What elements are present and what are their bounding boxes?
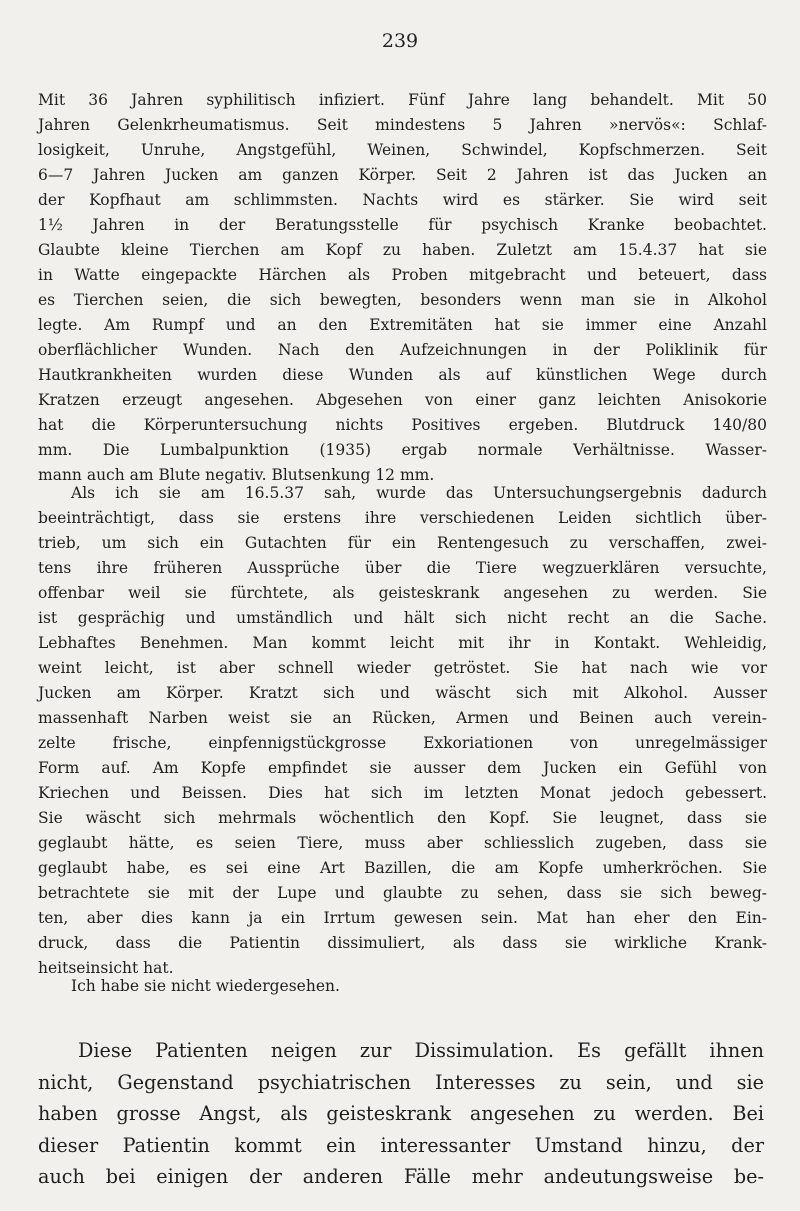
text-line: haben grosse Angst, als geisteskrank angesehen zu werden. Bei — [38, 1102, 764, 1125]
text-line: dieser Patientin kommt ein interessanter Umstand hinzu, der — [38, 1133, 764, 1157]
text-line: tens ihre früheren Aussprüche über die Tiere wegzuerklären versuchte, — [38, 559, 767, 577]
text-line: ist gesprächig und umständlich und hält sich nicht recht an die Sache. — [38, 609, 767, 627]
text-line: weint leicht, ist aber schnell wieder getröstet. Sie hat nach wie vor — [38, 659, 767, 677]
examination-paragraph — [38, 481, 767, 981]
text-line: Kratzen erzeugt angesehen. Abgesehen von einer ganz leichten Anisokorie — [38, 391, 767, 409]
text-line: oberflächlicher Wunden. Nach den Aufzeichnungen in der Poliklinik für — [38, 341, 767, 359]
text-line: beeinträchtigt, dass sie erstens ihre verschiedenen Leiden sichtlich über- — [38, 509, 767, 527]
text-line: Kriechen und Beissen. Dies hat sich im letzten Monat jedoch gebessert. — [38, 784, 767, 802]
case-history-paragraph — [38, 88, 767, 488]
text-line: betrachtete sie mit der Lupe und glaubte zu sehen, dass sie sich beweg- — [38, 884, 767, 902]
page-number: 239 — [381, 30, 419, 52]
text-line: mann auch am Blute negativ. Blutsenkung 12 mm. — [38, 466, 435, 484]
text-line: legte. Am Rumpf und an den Extremitäten hat sie immer eine Anzahl — [38, 316, 767, 334]
text-line: losigkeit, Unruhe, Angstgefühl, Weinen, Schwindel, Kopfschmerzen. Seit — [38, 141, 767, 159]
text-line: auch bei einigen der anderen Fälle mehr andeutungsweise be- — [38, 1165, 764, 1188]
text-line: Hautkrankheiten wurden diese Wunden als auf künstlichen Wege durch — [38, 366, 767, 384]
text-line: mm. Die Lumbalpunktion (1935) ergab normale Verhältnisse. Wasser- — [38, 441, 767, 459]
text-line: Lebhaftes Benehmen. Man kommt leicht mit ihr in Kontakt. Wehleidig, — [38, 634, 767, 652]
text-line: nicht, Gegenstand psychiatrischen Interesses zu sein, und sie — [38, 1070, 764, 1094]
text-line: hat die Körperuntersuchung nichts Positives ergeben. Blutdruck 140/80 — [38, 416, 767, 434]
text-line: Glaubte kleine Tierchen am Kopf zu haben. Zuletzt am 15.4.37 hat sie — [38, 241, 767, 259]
text-line: offenbar weil sie fürchtete, als geisteskrank angesehen zu werden. Sie — [38, 584, 767, 602]
text-line: der Kopfhaut am schlimmsten. Nachts wird es stärker. Sie wird seit — [38, 191, 767, 209]
text-line: Mit 36 Jahren syphilitisch infiziert. Fünf Jahre lang behandelt. Mit 50 — [38, 91, 767, 109]
text-line: 1½ Jahren in der Beratungsstelle für psychisch Kranke beobachtet. — [38, 216, 767, 234]
text-line: massenhaft Narben weist sie an Rücken, Armen und Beinen auch verein- — [38, 709, 767, 727]
main-text-paragraph — [38, 1035, 764, 1193]
text-line: geglaubt hätte, es seien Tiere, muss aber schliesslich zugeben, dass sie — [38, 834, 767, 852]
text-line: Form auf. Am Kopfe empfindet sie ausser dem Jucken ein Gefühl von — [38, 759, 767, 777]
text-line: Diese Patienten neigen zur Dissimulation. Es gefällt ihnen — [78, 1039, 764, 1062]
text-line: Als ich sie am 16.5.37 sah, wurde das Untersuchungsergebnis dadurch — [71, 484, 767, 502]
text-line: Jucken am Körper. Kratzt sich und wäscht sich mit Alkohol. Ausser — [38, 684, 767, 702]
text-line: in Watte eingepackte Härchen als Proben mitgebracht und beteuert, dass — [38, 266, 767, 284]
followup-paragraph — [38, 974, 767, 999]
text-line: heitseinsicht hat. — [38, 959, 174, 977]
text-line: Ich habe sie nicht wiedergesehen. — [71, 977, 340, 995]
text-line: druck, dass die Patientin dissimuliert, als dass sie wirkliche Krank- — [38, 934, 767, 952]
text-line: 6—7 Jahren Jucken am ganzen Körper. Seit 2 Jahren ist das Jucken an — [38, 166, 767, 184]
text-line: zelte frische, einpfennigstückgrosse Exkoriationen von unregelmässiger — [38, 734, 767, 752]
text-line: geglaubt habe, es sei eine Art Bazillen, die am Kopfe umherkröchen. Sie — [38, 859, 767, 877]
text-line: Sie wäscht sich mehrmals wöchentlich den Kopf. Sie leugnet, dass sie — [38, 809, 767, 827]
text-line: es Tierchen seien, die sich bewegten, besonders wenn man sie in Alkohol — [38, 291, 767, 309]
text-line: trieb, um sich ein Gutachten für ein Rentengesuch zu verschaffen, zwei- — [38, 534, 767, 552]
text-line: ten, aber dies kann ja ein Irrtum gewesen sein. Mat han eher den Ein- — [38, 909, 767, 927]
text-line: Jahren Gelenkrheumatismus. Seit mindestens 5 Jahren »nervös«: Schlaf- — [38, 116, 767, 134]
